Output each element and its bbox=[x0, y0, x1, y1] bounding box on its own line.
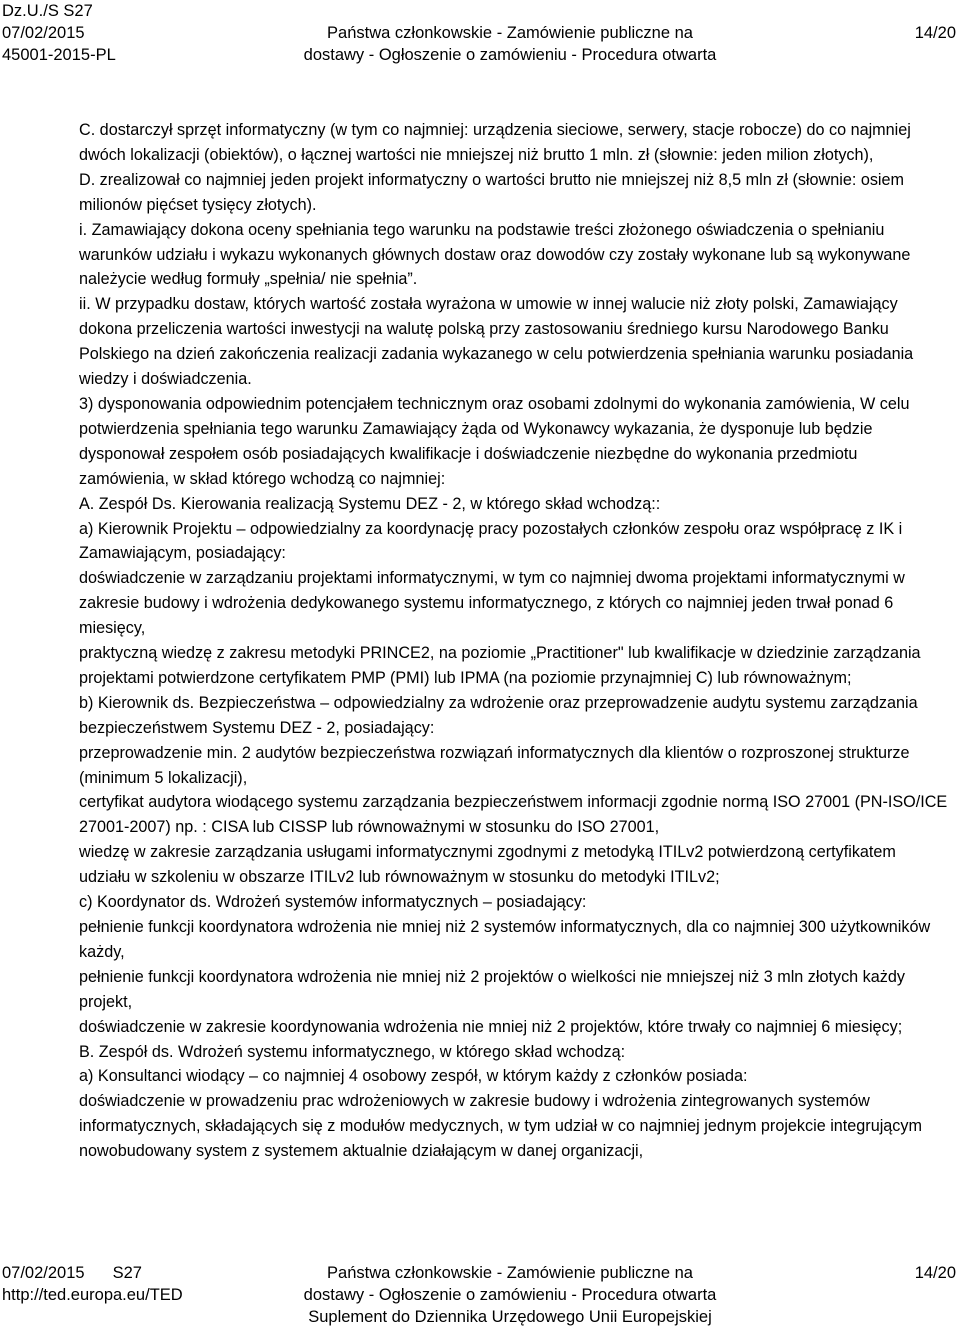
footer-url: http://ted.europa.eu/TED bbox=[2, 1286, 183, 1304]
header-journal-ref: Dz.U./S S27 bbox=[2, 2, 93, 20]
footer-title-line2: dostawy - Ogłoszenie o zamówieniu - Procedura otwarta bbox=[303, 1286, 717, 1304]
footer-series: S27 bbox=[112, 1264, 142, 1282]
header-title-line2: dostawy - Ogłoszenie o zamówieniu - Procedura otwarta bbox=[303, 46, 717, 64]
body-paragraph: ii. W przypadku dostaw, których wartość została wyrażona w umowie w innej walucie niż złoty polski, Zamawiający dokona przeliczenia wartości inwestycji na walutę polską przy zastosowaniu średniego kursu Narodowego Banku Polskiego na dzień zakończenia realizacji zadania wykazanego w celu potwierdzenia spełniania warunku posiadania wiedzy i doświadczenia. bbox=[79, 295, 914, 389]
header-title-line1: Państwa członkowskie - Zamówienie publiczne na bbox=[327, 24, 693, 42]
body-paragraph: i. Zamawiający dokona oceny spełniania tego warunku na podstawie treści złożonego oświadczenia o spełnianiu warunków udziału i wykazu wykonanych głównych dostaw oraz dowodów czy zostały wykonane lub są wykonywane należycie według formuły „spełnia/ nie spełnia”. bbox=[79, 220, 911, 289]
footer-notice-type bbox=[290, 1262, 730, 1328]
header-notice-type bbox=[290, 0, 730, 66]
body-paragraph: A. Zespół Ds. Kierowania realizacją Systemu DEZ - 2, w którego skład wchodzą:: bbox=[79, 494, 661, 513]
footer-page-number: 14/20 bbox=[914, 1264, 956, 1282]
footer-page-number-block bbox=[915, 1262, 956, 1284]
header-page-number-block bbox=[915, 0, 956, 44]
body-paragraph: b) Kierownik ds. Bezpieczeństwa – odpowiedzialny za wdrożenie oraz przeprowadzenie audytu systemu zarządzania bezpieczeństwem Systemu DEZ - 2, posiadający: bbox=[79, 693, 918, 737]
body-paragraph: 3) dysponowania odpowiednim potencjałem technicznym oraz osobami zdolnymi do wykonania zamówienia, W celu potwierdzenia spełniania tego warunku Zamawiający żąda od Wykonawcy wykazania, że dysponuje lub będzie dysponował zespołem osób posiadających kwalifikacje i doświadczenie niezbędne do wykonania przedmiotu zamówienia, w skład którego wchodzą co najmniej: bbox=[79, 394, 910, 488]
header-reference bbox=[2, 0, 116, 66]
body-paragraph: certyfikat audytora wiodącego systemu zarządzania bezpieczeństwem informacji zgodnie normą ISO 27001 (PN-ISO/ICE 27001-2007) np. : CISA lub CISSP lub równoważnymi w stosunku do ISO 27001, bbox=[79, 793, 948, 837]
body-paragraph: pełnienie funkcji koordynatora wdrożenia nie mniej niż 2 projektów o wielkości nie mniejszej niż 3 mln złotych każdy projekt, bbox=[79, 967, 905, 1011]
document-body bbox=[79, 118, 949, 1164]
body-paragraph: B. Zespół ds. Wdrożeń systemu informatycznego, w którego skład wchodzą: bbox=[79, 1042, 626, 1061]
body-paragraph: doświadczenie w prowadzeniu prac wdrożeniowych w zakresie budowy i wdrożenia zintegrowanych systemów informatycznych, składających się z modułów medycznych, w tym udział w co najmniej jednym projekcie integrującym nowobudowany system z systemem aktualnie działającym w danej organizacji, bbox=[79, 1092, 922, 1161]
header-notice-number: 45001-2015-PL bbox=[2, 46, 116, 64]
body-paragraph: C. dostarczył sprzęt informatyczny (w tym co najmniej: urządzenia sieciowe, serwery, stacje robocze) do co najmniej dwóch lokalizacji (obiektów), o łącznej wartości nie mniejszej niż brutto 1 mln. zł (słownie: jeden milion złotych), bbox=[79, 121, 911, 164]
body-paragraph: praktyczną wiedzę z zakresu metodyki PRINCE2, na poziomie „Practitioner" lub kwalifikacje w dziedzinie zarządzania projektami potwierdzone certyfikatem PMP (PMI) lub IPMA (na poziomie przynajmniej C) lub równoważnym; bbox=[79, 644, 921, 687]
body-paragraph: wiedzę w zakresie zarządzania usługami informatycznymi zgodnymi z metodyką ITILv2 potwierdzoną certyfikatem udziału w szkoleniu w obszarze ITILv2 lub równoważnym w stosunku do metodyki ITILv2; bbox=[79, 843, 896, 887]
body-paragraph: doświadczenie w zakresie koordynowania wdrożenia nie mniej niż 2 projektów, które trwały co najmniej 6 miesięcy; bbox=[79, 1017, 903, 1036]
footer-title-line1: Państwa członkowskie - Zamówienie publiczne na bbox=[327, 1264, 693, 1282]
body-paragraph: a) Kierownik Projektu – odpowiedzialny za koordynację pracy pozostałych członków zespołu oraz współpracę z IK i Zamawiającym, posiadający: bbox=[79, 519, 903, 563]
header-date: 07/02/2015 bbox=[2, 24, 85, 42]
header-page-number: 14/20 bbox=[914, 24, 956, 42]
footer-date: 07/02/2015 bbox=[2, 1264, 85, 1282]
body-paragraph: doświadczenie w zarządzaniu projektami informatycznymi, w tym co najmniej dwoma projektami informatycznymi w zakresie budowy i wdrożenia dedykowanego systemu informatycznego, z których co najmniej jeden trwał ponad 6 miesięcy, bbox=[79, 569, 905, 638]
footer-reference bbox=[2, 1262, 183, 1306]
body-paragraph: a) Konsultanci wiodący – co najmniej 4 osobowy zespół, w którym każdy z członków posiada: bbox=[79, 1067, 748, 1086]
body-paragraph: przeprowadzenie min. 2 audytów bezpieczeństwa rozwiązań informatycznych dla klientów o rozproszonej strukturze (minimum 5 lokalizacji), bbox=[79, 743, 910, 787]
body-paragraph: D. zrealizował co najmniej jeden projekt informatyczny o wartości brutto nie mniejszej niż 8,5 mln zł (słownie: osiem milionów pięćset tysięcy złotych). bbox=[79, 170, 904, 214]
body-paragraph: c) Koordynator ds. Wdrożeń systemów informatycznych – posiadający: bbox=[79, 893, 587, 912]
body-paragraph: pełnienie funkcji koordynatora wdrożenia nie mniej niż 2 systemów informatycznych, dla co najmniej 300 użytkowników każdy, bbox=[79, 918, 931, 961]
footer-supplement: Suplement do Dziennika Urzędowego Unii Europejskiej bbox=[308, 1308, 712, 1326]
